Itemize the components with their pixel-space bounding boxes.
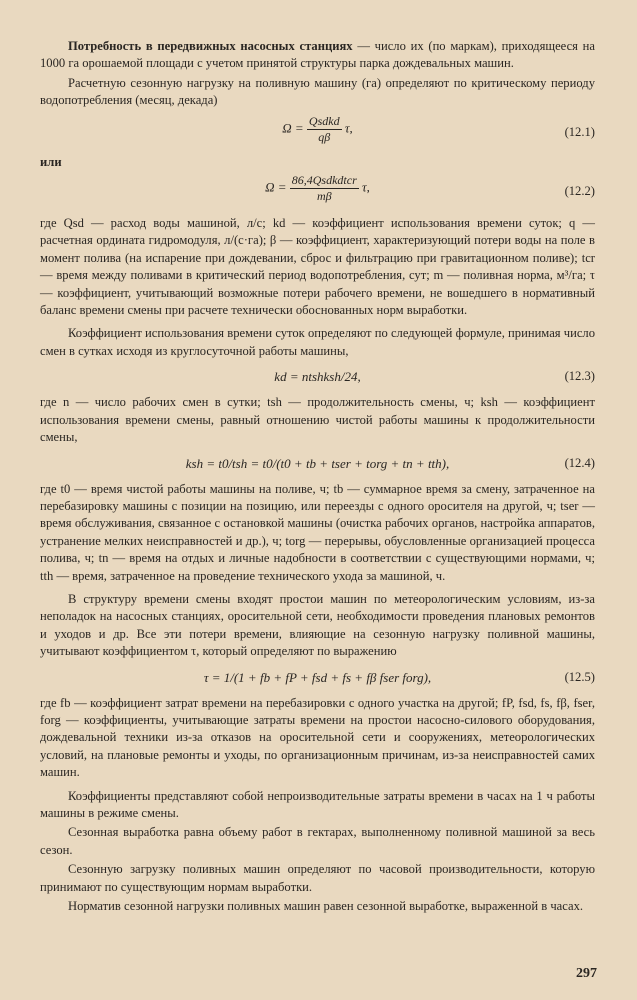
equation-number: (12.4) xyxy=(564,455,595,470)
paragraph-pump-stations xyxy=(40,38,595,73)
eq1-denominator: qβ xyxy=(318,129,331,144)
equation-12-4 xyxy=(40,449,595,479)
eq4-formula: ksh = t0/tsh = t0/(t0 + tb + tser + torg + tn + tth), xyxy=(185,455,450,471)
eq1-tail: τ, xyxy=(344,120,353,136)
paragraph-definitions-12-4: где t0 — время чистой работы машины на поливе, ч; tb — суммарное время за смену, затраченное на перебазировку машины с позиции на позицию, или переезды с одного оросителя на другой, ч; tser — время обслуживания, связанное с остановкой машины (очистка рабочих органов, настройка аппаратов, устранение мелких неисправностей и др.), ч; torg — перерывы, обусловленные организацией процесса полива, ч; tn — время на отдых и личные надобности в соответствии с существующими нормами, ч; tth — время, затраченное на проведение технического ухода за машиной, ч. xyxy=(40,481,595,583)
equation-number: (12.1) xyxy=(564,124,595,139)
eq1-numerator: Qsdkd xyxy=(308,113,340,128)
word-or: или xyxy=(40,154,62,169)
eq1-lhs: Ω = xyxy=(282,120,304,136)
paragraph-definitions-12-2: где Qsd — расход воды машиной, л/с; kd — коэффициент использования времени суток; q — расчетная ордината гидромодуля, л/(с·га); β — коэффициент, характеризующий потери воды на поле в момент полива (на испарение при дождевании, сброс и фильтрацию при гравитационном поливе); tcr — время между поливами в критический период водопотребления, сут; m — поливная норма, м³/га; τ — коэффициент, учитывающий возможные потери рабочего времени, не вошедшего в нормативный баланс времени смены при расчете технически обоснованных норм выработки. xyxy=(40,216,595,318)
equation-12-5 xyxy=(40,663,595,693)
equation-12-2 xyxy=(40,173,595,213)
eq2-denominator: mβ xyxy=(316,189,332,204)
paragraph-seasonal-load: Расчетную сезонную нагрузку на поливную машину (га) определяют по критическому периоду водопотребления (месяц, декада) xyxy=(40,75,595,108)
paragraph-shift-structure: В структуру времени смены входят простои машин по метеорологическим условиям, из-за неполадок на насосных станциях, оросительной сети, необходимости проведения плановых ремонтов и уходов и др. Все эти потери времени, влияющие на сезонную нагрузку поливной машины, учитывают коэффициентом τ, который определяют по выражению xyxy=(40,591,595,659)
eq2-numerator: 86,4Qsdkdtcr xyxy=(291,173,357,188)
page-body xyxy=(40,38,595,917)
paragraph-seasonal-output: Сезонная выработка равна объему работ в гектарах, выполненному поливной машиной за весь сезон. xyxy=(40,825,595,857)
equation-number: (12.3) xyxy=(564,369,595,384)
equation-number: (12.2) xyxy=(564,184,595,199)
term-pump-stations: Потребность в передвижных насосных станциях xyxy=(68,39,353,53)
paragraph-kd-intro: Коэффициент использования времени суток определяют по следующей формуле, принимая число смен в сутках исходя из круглосуточной работы машины, xyxy=(40,326,595,358)
paragraph-coefficients: Коэффициенты представляют собой непроизводительные затраты времени в часах на 1 ч работы машины в режиме смены. xyxy=(40,788,595,820)
eq2-lhs: Ω = xyxy=(265,179,287,195)
eq2-tail: τ, xyxy=(362,179,370,195)
equation-number: (12.5) xyxy=(564,669,595,684)
paragraph-text: — число их (по маркам), приходящееся на 1000 га орошаемой площади с учетом принятой структуры парка дождевальных машин. xyxy=(40,39,596,71)
equation-12-3 xyxy=(40,362,595,392)
eq1-fraction xyxy=(307,114,342,145)
paragraph-definitions-12-5: где fb — коэффициент затрат времени на перебазировки с одного участка на другой; fP, fsd, fs, fβ, fser, forg — коэффициенты, учитывающие затраты времени на простои насосно-силового оборудования, дождевальной техники из-за отказов на оросительной сети и сооружениях, метеорологических условий, на плановые ремонты и уходы, по организационным причинам, из-за неисправностей самих машин. xyxy=(40,695,595,780)
paragraph-seasonal-loading: Сезонную загрузку поливных машин определяют по часовой производительности, которую принимают по существующим нормам выработки. xyxy=(40,862,595,894)
equation-12-1 xyxy=(40,112,595,152)
page-number: 297 xyxy=(576,966,597,981)
paragraph-definitions-12-3: где n — число рабочих смен в сутки; tsh — продолжительность смены, ч; ksh — коэффициент использования времени смены, равный отношению чистой работы машины к продолжительности смены, xyxy=(40,395,595,445)
paragraph-load-norm: Норматив сезонной нагрузки поливных машин равен сезонной выработке, выраженной в часах. xyxy=(68,899,584,914)
eq3-formula: kd = ntshksh/24, xyxy=(274,369,361,385)
eq2-fraction xyxy=(290,173,359,204)
eq5-formula: τ = 1/(1 + fb + fP + fsd + fs + fβ fser forg), xyxy=(203,669,432,685)
